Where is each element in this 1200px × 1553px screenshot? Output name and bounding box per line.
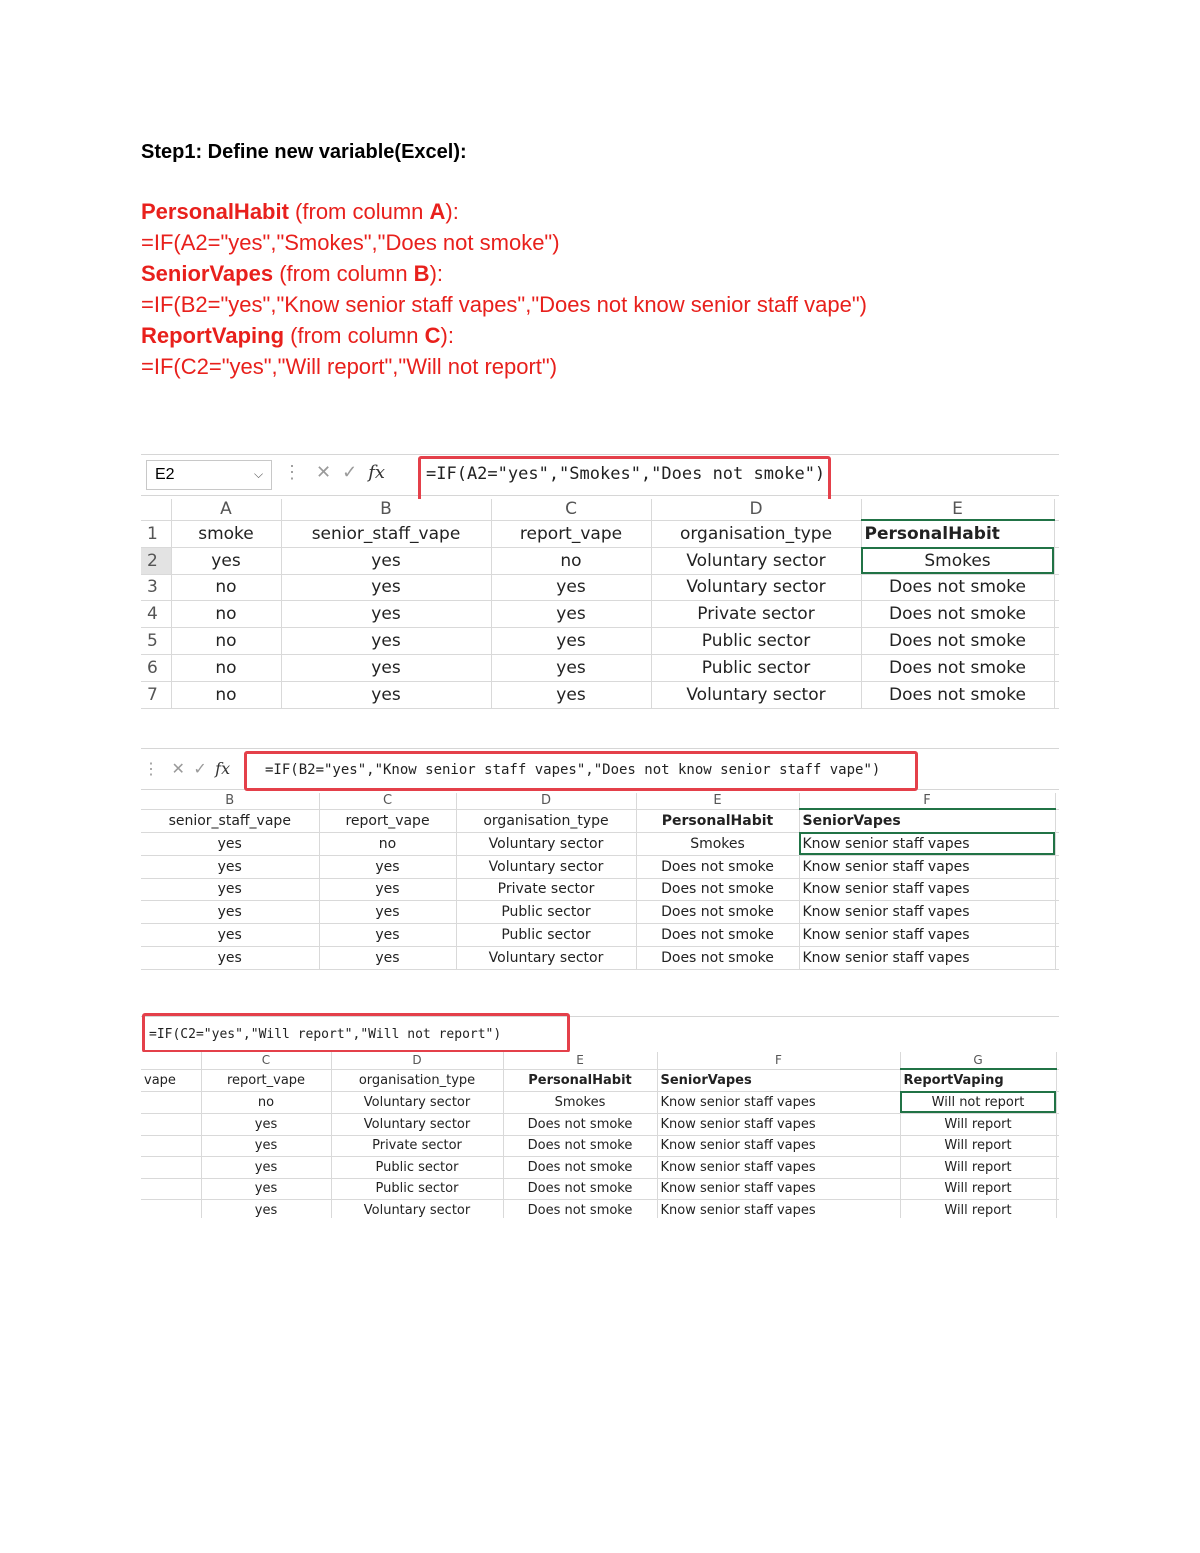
formula-input[interactable]: =IF(C2="yes","Will report","Will not report") — [149, 1027, 502, 1042]
page-heading: Step1: Define new variable(Excel): — [141, 141, 467, 163]
table-row — [141, 1199, 1059, 1218]
cell[interactable]: Know senior staff vapes — [657, 1113, 900, 1135]
cancel-icon[interactable]: ✕ — [171, 761, 185, 778]
table-row — [141, 923, 1059, 946]
column-header[interactable]: B — [281, 499, 491, 520]
column-header-row — [141, 793, 1059, 809]
column-header[interactable]: D — [331, 1052, 503, 1069]
cell[interactable] — [1055, 923, 1059, 946]
header-cell[interactable]: ReportVaping — [900, 1069, 1056, 1091]
cell[interactable]: yes — [201, 1178, 331, 1199]
column-header[interactable]: C — [201, 1052, 331, 1069]
selected-cell[interactable]: Know senior staff vapes — [799, 832, 1055, 855]
definition-seniorvapes — [141, 261, 443, 287]
cell[interactable] — [141, 1178, 201, 1199]
formula-reportvaping: =IF(C2="yes","Will report","Will not report") — [141, 354, 558, 379]
column-header[interactable]: D — [456, 793, 636, 809]
header-cell[interactable]: report_vape — [491, 520, 651, 547]
cell[interactable]: Will report — [900, 1156, 1056, 1178]
column-header[interactable]: E — [503, 1052, 657, 1069]
column-header[interactable]: F — [657, 1052, 900, 1069]
selected-cell[interactable]: Smokes — [861, 547, 1054, 574]
cell[interactable]: Does not smoke — [636, 878, 799, 900]
cell[interactable]: Does not smoke — [636, 946, 799, 969]
definition-reportvaping — [141, 323, 454, 349]
cell[interactable] — [141, 1113, 201, 1135]
cell[interactable]: Does not smoke — [503, 1135, 657, 1156]
source-text: (from column — [288, 199, 430, 224]
more-icon[interactable]: ⋮ — [143, 761, 159, 778]
cell[interactable] — [1054, 547, 1059, 574]
column-header[interactable]: F — [799, 793, 1055, 809]
excel-screenshot-3 — [141, 1011, 1059, 1218]
row-header[interactable]: 6 — [141, 654, 171, 681]
confirm-icon[interactable]: ✓ — [342, 462, 358, 482]
header-cell[interactable]: PersonalHabit — [861, 520, 1054, 547]
cell[interactable]: Does not smoke — [636, 855, 799, 878]
header-cell[interactable]: report_vape — [201, 1069, 331, 1091]
cell[interactable] — [1055, 900, 1059, 923]
row-header[interactable]: 2 — [141, 547, 171, 574]
highlight-box — [142, 1013, 570, 1053]
cell[interactable]: Does not smoke — [861, 654, 1054, 681]
cell[interactable] — [1055, 855, 1059, 878]
cell[interactable]: Public sector — [456, 923, 636, 946]
cell[interactable] — [1056, 1091, 1059, 1113]
source-end: ): — [445, 199, 459, 224]
cell[interactable]: Know senior staff vapes — [799, 923, 1055, 946]
header-cell[interactable]: report_vape — [319, 809, 456, 832]
source-text: (from column — [273, 261, 414, 286]
cell[interactable] — [1054, 574, 1059, 600]
variable-name: ReportVaping — [141, 323, 285, 348]
formula-input[interactable]: =IF(B2="yes","Know senior staff vapes","Does not know senior staff vape") — [265, 762, 881, 778]
table-row — [141, 654, 1059, 681]
cell[interactable]: Will report — [900, 1135, 1056, 1156]
cell[interactable]: yes — [281, 574, 491, 600]
column-header[interactable]: G — [900, 1052, 1056, 1069]
cell[interactable] — [1056, 1135, 1059, 1156]
table-row — [141, 809, 1059, 832]
cancel-icon[interactable]: ✕ — [316, 462, 332, 482]
column-header[interactable] — [1056, 1052, 1059, 1069]
cell[interactable]: yes — [319, 923, 456, 946]
cell[interactable] — [1054, 681, 1059, 708]
cell[interactable]: Voluntary sector — [331, 1199, 503, 1218]
cell[interactable]: no — [171, 574, 281, 600]
cell[interactable]: Private sector — [331, 1135, 503, 1156]
cell[interactable]: Voluntary sector — [651, 547, 861, 574]
column-header[interactable] — [1055, 793, 1059, 809]
cell[interactable] — [1056, 1178, 1059, 1199]
cell[interactable] — [1056, 1069, 1059, 1091]
function-icon[interactable]: fx — [215, 759, 231, 778]
cell[interactable]: yes — [491, 654, 651, 681]
highlight-box — [418, 456, 831, 502]
cell[interactable]: Public sector — [456, 900, 636, 923]
cell[interactable]: Does not smoke — [636, 900, 799, 923]
cell[interactable]: Voluntary sector — [651, 681, 861, 708]
cell[interactable]: Private sector — [651, 600, 861, 627]
variable-name: PersonalHabit — [141, 199, 289, 224]
highlight-box — [244, 751, 918, 791]
row-header[interactable]: 1 — [141, 520, 171, 547]
cell[interactable] — [141, 1199, 201, 1218]
cell[interactable]: Voluntary sector — [331, 1113, 503, 1135]
cell[interactable] — [141, 1156, 201, 1178]
cell[interactable] — [141, 1135, 201, 1156]
cell[interactable]: no — [491, 547, 651, 574]
table-row — [141, 1156, 1059, 1178]
cell[interactable]: Public sector — [331, 1156, 503, 1178]
cell[interactable]: Know senior staff vapes — [799, 946, 1055, 969]
cell[interactable] — [1055, 832, 1059, 855]
cell[interactable] — [1056, 1113, 1059, 1135]
cell[interactable]: Voluntary sector — [456, 946, 636, 969]
cell[interactable]: Voluntary sector — [651, 574, 861, 600]
cell[interactable]: yes — [491, 574, 651, 600]
cell[interactable]: Does not smoke — [503, 1199, 657, 1218]
column-header[interactable]: C — [319, 793, 456, 809]
column-header[interactable]: A — [171, 499, 281, 520]
row-header[interactable]: 3 — [141, 574, 171, 600]
cell[interactable]: Will report — [900, 1113, 1056, 1135]
column-header[interactable]: B — [141, 793, 319, 809]
cell[interactable] — [1056, 1199, 1059, 1218]
cell[interactable]: Voluntary sector — [331, 1091, 503, 1113]
cell[interactable]: yes — [319, 900, 456, 923]
formula-seniorvapes: =IF(B2="yes","Know senior staff vapes","Does not know senior staff vape") — [141, 292, 867, 317]
cell[interactable] — [1056, 1156, 1059, 1178]
excel-screenshot-1 — [141, 447, 1059, 715]
cell[interactable]: no — [171, 654, 281, 681]
cell[interactable]: Does not smoke — [861, 574, 1054, 600]
cell[interactable]: Know senior staff vapes — [657, 1091, 900, 1113]
cell[interactable]: Voluntary sector — [456, 855, 636, 878]
source-end: ): — [440, 323, 454, 348]
cell[interactable] — [1054, 654, 1059, 681]
table-row — [141, 627, 1059, 654]
source-end: ): — [429, 261, 444, 286]
cell[interactable]: Public sector — [651, 654, 861, 681]
cell[interactable]: Know senior staff vapes — [657, 1135, 900, 1156]
cell[interactable]: yes — [491, 600, 651, 627]
definition-personalhabit — [141, 199, 459, 225]
cell[interactable]: yes — [141, 946, 319, 969]
formula-icons — [143, 759, 230, 779]
name-box[interactable]: E2 — [146, 460, 272, 490]
cell[interactable]: Know senior staff vapes — [657, 1199, 900, 1218]
header-cell[interactable]: PersonalHabit — [636, 809, 799, 832]
table-row — [141, 1178, 1059, 1199]
selected-cell[interactable]: Will not report — [900, 1091, 1056, 1113]
function-icon[interactable]: fx — [368, 462, 386, 483]
header-cell[interactable]: senior_staff_vape — [281, 520, 491, 547]
table-row — [141, 681, 1059, 708]
header-cell[interactable]: SeniorVapes — [657, 1069, 900, 1091]
cell[interactable]: Does not smoke — [861, 627, 1054, 654]
cell[interactable]: yes — [281, 547, 491, 574]
column-header[interactable] — [141, 1052, 201, 1069]
row-header[interactable]: 5 — [141, 627, 171, 654]
cell[interactable] — [1055, 946, 1059, 969]
row-header[interactable]: 4 — [141, 600, 171, 627]
cell[interactable]: Does not smoke — [503, 1113, 657, 1135]
formula-icons — [283, 462, 385, 483]
source-column: C — [424, 323, 441, 348]
header-cell[interactable]: smoke — [171, 520, 281, 547]
cell[interactable]: yes — [491, 681, 651, 708]
table-row — [141, 832, 1059, 855]
cell[interactable]: Smokes — [636, 832, 799, 855]
cell[interactable]: Smokes — [503, 1091, 657, 1113]
cell[interactable]: no — [171, 627, 281, 654]
cell[interactable]: yes — [141, 855, 319, 878]
data-grid — [141, 499, 1059, 709]
cell[interactable]: no — [319, 832, 456, 855]
cell[interactable]: Public sector — [331, 1178, 503, 1199]
cell[interactable]: yes — [171, 547, 281, 574]
cell[interactable] — [1054, 600, 1059, 627]
cell[interactable]: Does not smoke — [636, 923, 799, 946]
cell[interactable] — [1054, 520, 1059, 547]
formula-input[interactable]: =IF(A2="yes","Smokes","Does not smoke") — [426, 464, 826, 484]
header-cell[interactable]: vape — [141, 1069, 201, 1091]
header-cell[interactable]: organisation_type — [456, 809, 636, 832]
data-grid — [141, 793, 1059, 970]
cell[interactable]: no — [171, 600, 281, 627]
cell[interactable]: Does not smoke — [503, 1156, 657, 1178]
cell[interactable]: yes — [201, 1156, 331, 1178]
cell[interactable] — [1054, 627, 1059, 654]
table-row — [141, 520, 1059, 547]
table-row — [141, 1091, 1059, 1113]
table-row — [141, 855, 1059, 878]
cell[interactable]: yes — [281, 627, 491, 654]
cell[interactable]: Know senior staff vapes — [657, 1178, 900, 1199]
cell[interactable] — [141, 1091, 201, 1113]
cell[interactable]: no — [171, 681, 281, 708]
cell[interactable]: Will report — [900, 1199, 1056, 1218]
formula-personalhabit: =IF(A2="yes","Smokes","Does not smoke") — [141, 230, 560, 255]
table-row — [141, 878, 1059, 900]
more-icon[interactable]: ⋮ — [283, 462, 301, 482]
source-column: B — [413, 261, 430, 286]
cell[interactable]: yes — [281, 681, 491, 708]
data-grid — [141, 1052, 1059, 1218]
cell[interactable] — [1055, 878, 1059, 900]
row-header[interactable]: 7 — [141, 681, 171, 708]
cell[interactable]: yes — [319, 946, 456, 969]
cell[interactable]: yes — [281, 600, 491, 627]
cell[interactable]: Does not smoke — [861, 600, 1054, 627]
cell[interactable]: yes — [319, 878, 456, 900]
cell[interactable]: Know senior staff vapes — [799, 900, 1055, 923]
cell[interactable]: Will report — [900, 1178, 1056, 1199]
cell[interactable]: Does not smoke — [861, 681, 1054, 708]
cell[interactable]: Know senior staff vapes — [799, 878, 1055, 900]
cell[interactable]: Private sector — [456, 878, 636, 900]
cell[interactable]: yes — [319, 855, 456, 878]
cell[interactable]: Know senior staff vapes — [657, 1156, 900, 1178]
confirm-icon[interactable]: ✓ — [193, 761, 207, 778]
source-text: (from column — [284, 323, 425, 348]
cell[interactable]: Does not smoke — [503, 1178, 657, 1199]
column-header[interactable]: E — [636, 793, 799, 809]
table-row — [141, 1069, 1059, 1091]
cell[interactable] — [1055, 809, 1059, 832]
cell[interactable]: yes — [201, 1199, 331, 1218]
header-cell[interactable]: organisation_type — [651, 520, 861, 547]
column-header[interactable]: E — [861, 499, 1054, 520]
table-row — [141, 900, 1059, 923]
cell[interactable]: Voluntary sector — [456, 832, 636, 855]
header-cell[interactable]: PersonalHabit — [503, 1069, 657, 1091]
table-row — [141, 1113, 1059, 1135]
cell[interactable]: no — [201, 1091, 331, 1113]
select-all-corner[interactable] — [141, 499, 171, 520]
table-row — [141, 600, 1059, 627]
header-cell[interactable]: organisation_type — [331, 1069, 503, 1091]
excel-screenshot-2 — [141, 745, 1059, 980]
cell[interactable]: Know senior staff vapes — [799, 855, 1055, 878]
cell[interactable]: yes — [141, 900, 319, 923]
chevron-down-icon[interactable]: ⌵ — [254, 467, 264, 481]
table-row — [141, 1135, 1059, 1156]
source-column: A — [429, 199, 446, 224]
cell[interactable]: yes — [141, 832, 319, 855]
cell[interactable]: yes — [491, 627, 651, 654]
cell[interactable]: yes — [281, 654, 491, 681]
column-header[interactable] — [1054, 499, 1059, 520]
column-header-row — [141, 499, 1059, 520]
header-cell[interactable]: senior_staff_vape — [141, 809, 319, 832]
table-row — [141, 547, 1059, 574]
cell[interactable]: Public sector — [651, 627, 861, 654]
column-header[interactable]: C — [491, 499, 651, 520]
cell[interactable]: yes — [141, 878, 319, 900]
cell[interactable]: yes — [141, 923, 319, 946]
table-row — [141, 574, 1059, 600]
cell[interactable]: yes — [201, 1135, 331, 1156]
cell[interactable]: yes — [201, 1113, 331, 1135]
header-cell[interactable]: SeniorVapes — [799, 809, 1055, 832]
column-header[interactable]: D — [651, 499, 861, 520]
variable-name: SeniorVapes — [141, 261, 274, 286]
table-row — [141, 946, 1059, 969]
column-header-row — [141, 1052, 1059, 1069]
